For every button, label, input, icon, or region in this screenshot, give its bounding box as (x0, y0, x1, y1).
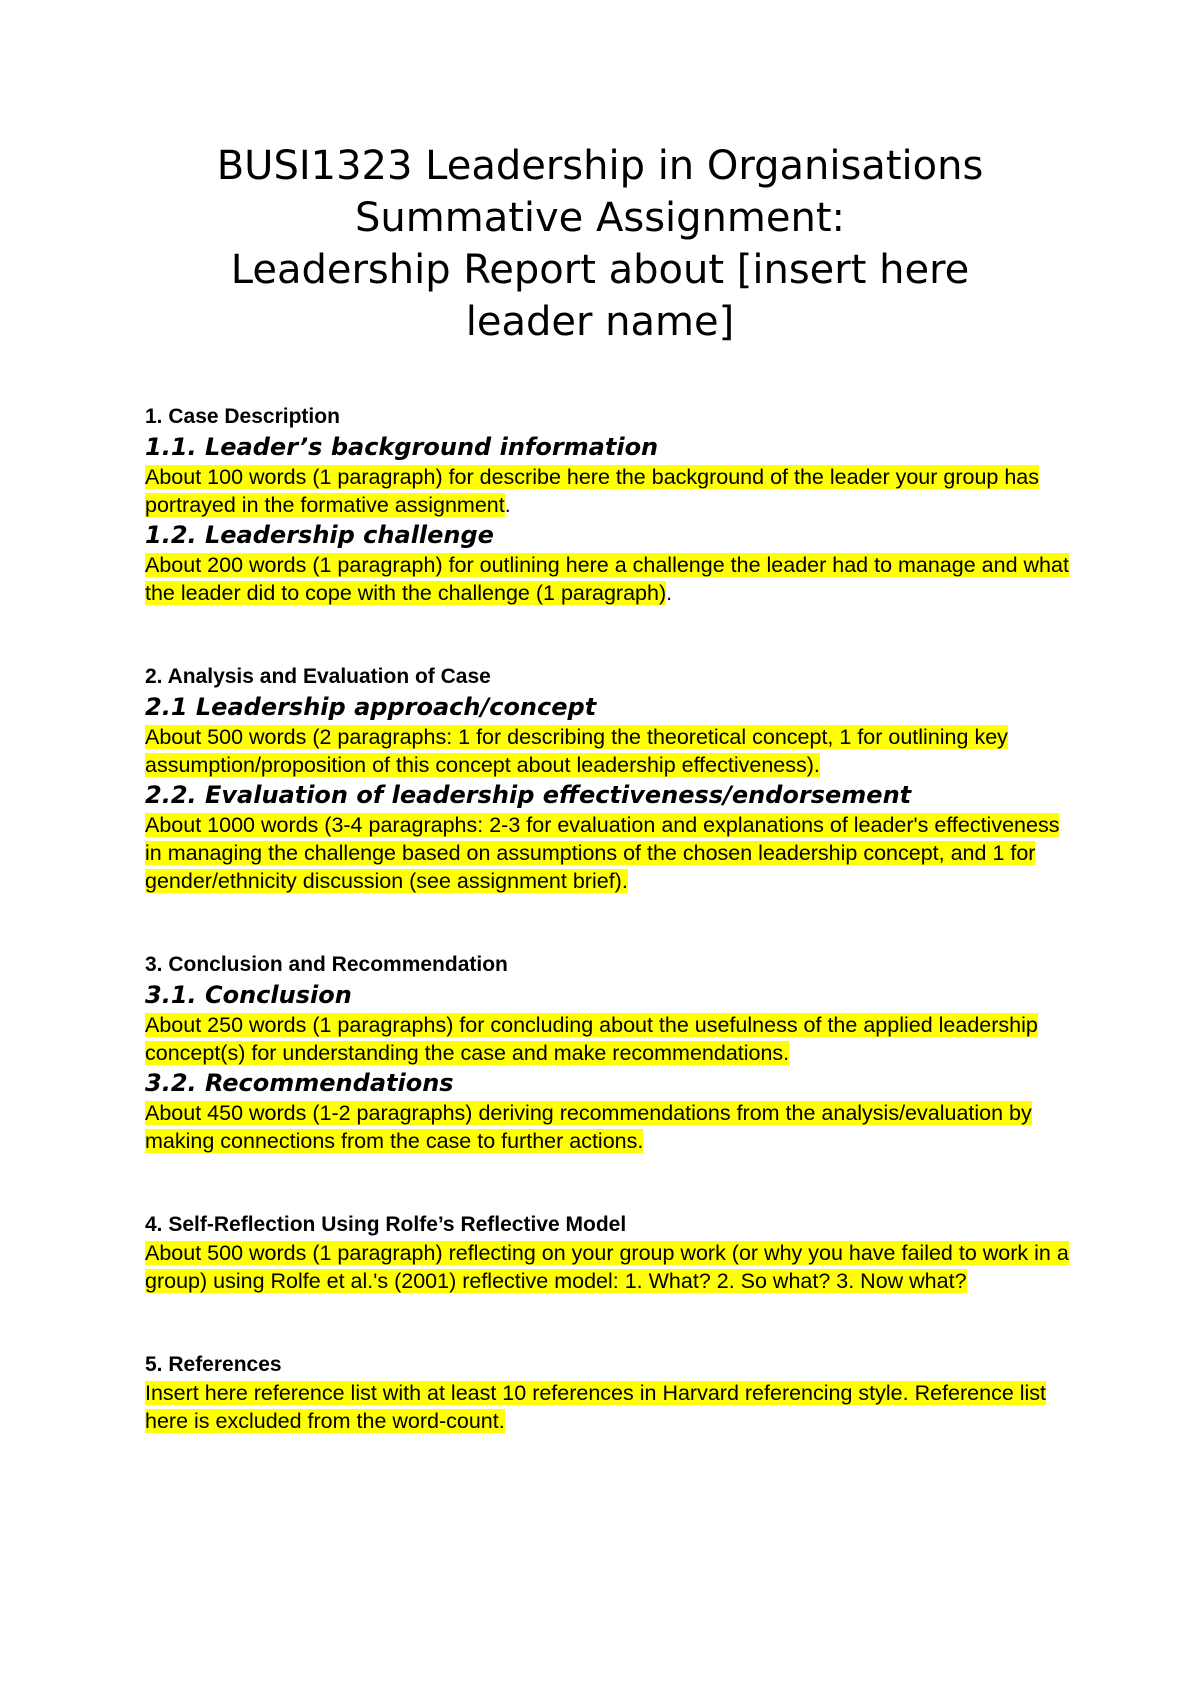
guidance-paragraph (145, 1011, 1075, 1067)
spacer (145, 1295, 1075, 1351)
title-line-4: leader name] (465, 299, 735, 345)
guidance-paragraph (145, 1239, 1075, 1295)
highlighted-text: About 500 words (1 paragraph) reflecting on your group work (or why you have failed to work in a group) using Rolfe et al.'s (2001) reflective model: 1. What? 2. So what? 3. Now what? (145, 1241, 1069, 1293)
highlighted-text: About 200 words (1 paragraph) for outlining here a challenge the leader had to manage and what the leader did to cope with the challenge (1 paragraph) (145, 553, 1069, 605)
spacer (145, 895, 1075, 951)
guidance-paragraph (145, 1379, 1075, 1435)
section-self-reflection (145, 1211, 1075, 1295)
subsection-heading: 1.1. Leader’s background information (145, 433, 659, 461)
section-heading: 4. Self-Reflection Using Rolfe’s Reflective Model (145, 1213, 627, 1236)
guidance-paragraph (145, 723, 1075, 779)
subsection-heading: 2.1 Leadership approach/concept (145, 693, 597, 721)
subsection-heading: 1.2. Leadership challenge (145, 521, 494, 549)
highlighted-text: Insert here reference list with at least 10 references in Harvard referencing style. Reference list here is excluded from the word-count. (145, 1381, 1047, 1433)
highlighted-text: About 450 words (1-2 paragraphs) deriving recommendations from the analysis/evaluation by making connections from the case to further actions. (145, 1101, 1032, 1153)
section-case-description (145, 403, 1075, 607)
highlighted-text: About 500 words (2 paragraphs: 1 for describing the theoretical concept, 1 for outlining key assumption/proposition of this concept about leadership effectiveness). (145, 725, 1008, 777)
document-body (145, 403, 1075, 1435)
section-heading: 1. Case Description (145, 405, 340, 428)
guidance-paragraph (145, 1099, 1075, 1155)
subsection-heading: 3.2. Recommendations (145, 1069, 454, 1097)
trailing-punctuation: . (504, 493, 511, 517)
title-line-1: BUSI1323 Leadership in Organisations (216, 143, 984, 189)
highlighted-text: About 1000 words (3-4 paragraphs: 2-3 for evaluation and explanations of leader's effectiveness in managing the challenge based on assumptions of the chosen leadership concept, and 1 for gender/ethnicity discussion (see assignment brief). (145, 813, 1060, 893)
spacer (145, 1155, 1075, 1211)
section-heading: 2. Analysis and Evaluation of Case (145, 665, 491, 688)
subsection-heading: 3.1. Conclusion (145, 981, 352, 1009)
highlighted-text: About 250 words (1 paragraphs) for concluding about the usefulness of the applied leadership concept(s) for understanding the case and make recommendations. (145, 1013, 1038, 1065)
title-line-3: Leadership Report about [insert here (230, 247, 970, 293)
spacer (145, 607, 1075, 663)
guidance-paragraph (145, 463, 1075, 519)
document-title (0, 140, 1200, 348)
section-conclusion-recommendation (145, 951, 1075, 1155)
section-references (145, 1351, 1075, 1435)
section-heading: 3. Conclusion and Recommendation (145, 953, 508, 976)
subsection-heading: 2.2. Evaluation of leadership effectiveness/endorsement (145, 781, 912, 809)
guidance-paragraph (145, 551, 1075, 607)
section-analysis-evaluation (145, 663, 1075, 895)
guidance-paragraph (145, 811, 1075, 895)
trailing-punctuation: . (666, 581, 673, 605)
section-heading: 5. References (145, 1353, 282, 1376)
title-line-2: Summative Assignment: (355, 195, 845, 241)
highlighted-text: About 100 words (1 paragraph) for describe here the background of the leader your group has portrayed in the formative assignment (145, 465, 1040, 517)
